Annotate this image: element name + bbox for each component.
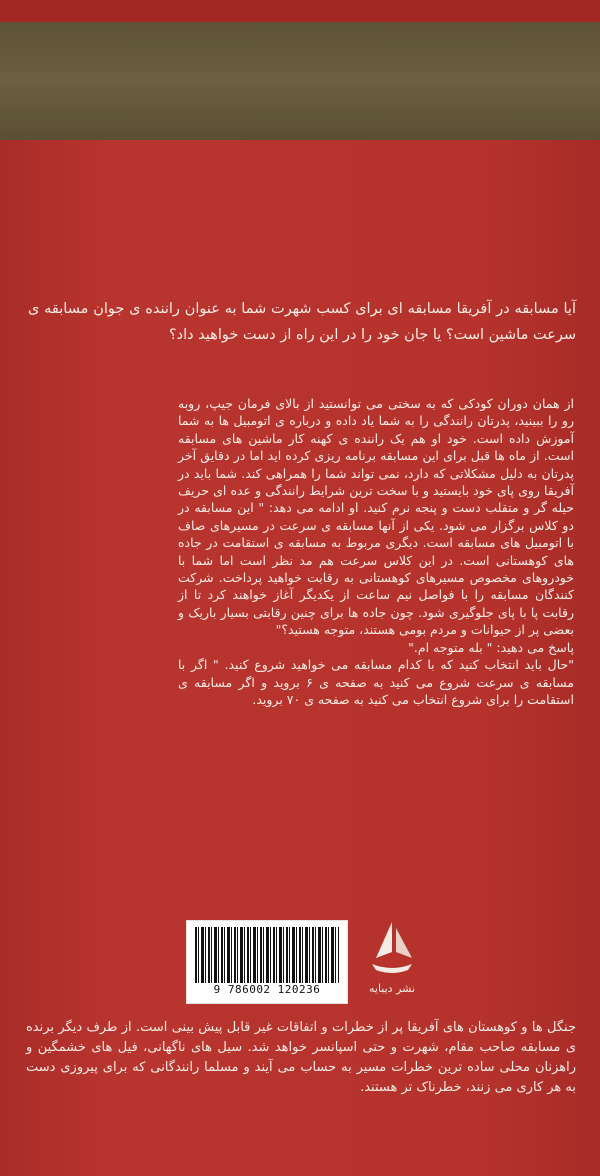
olive-band bbox=[0, 22, 600, 140]
barcode-bars bbox=[195, 927, 339, 983]
sail-logo-icon bbox=[362, 918, 422, 978]
story-text bbox=[178, 395, 574, 708]
publisher-name: نشر دیبایه bbox=[368, 982, 416, 995]
story-paragraph: "حال باید انتخاب کنید که با کدام مسابقه می خواهید شروع کنید. " اگر با مسابقه ی سرعت شروع می کنید به صفحه ی ۶ بروید و اگر مسابقه ی استقامت را برای شروع انتخاب می کنید به صفحه ی ۷۰ بروید. bbox=[178, 657, 575, 707]
top-edge-strip bbox=[0, 0, 600, 22]
story-paragraph: از همان دوران کودکی که به سختی می توانستید از بالای فرمان جیپ، روبه رو را ببینید، پدرتان رانندگی را به شما یاد داده و درباره ی اتومبیل ها به شما آموزش داده است. خود او هم یک راننده ی کهنه کار ماشین های مسابقه است. از ماه ها قبل برای این مسابقه برنامه ریزی کرده اید اما در دقایق آخر پدرتان به دلیل مشکلاتی که دارد، نمی تواند شما را همراهی کند. شما باید در آفریقا روی پای خود بایستید و با سخت ترین شرایط رانندگی و عده ای حریف حیله گر و متقلب دست و پنجه نرم کنید. او ادامه می دهد: " این مسابقه در دو کلاس برگزار می شود. یکی از آنها مسابقه ی سرعت در مسیرهای صاف با اتومبیل های مسابقه است. دیگری مربوط به مسابقه ی استقامت در جاده های کوهستانی است. در این کلاس سرعت هم مد نظر است اما شما با خودروهای مخصوص مسیرهای کوهستانی به رقابت خواهید پرداخت. شرکت کنندگان مسابقه را با فواصل نیم ساعت از یکدیگر آغاز خواهند کرد تا از رقابت پا با پای جلوگیری شود. چون جاده ها برای چنین رقابتی بسیار باریک و بعضی پر از حیوانات و مردم بومی هستند، متوجه هستید؟" bbox=[178, 396, 574, 638]
isbn-number: 9 786002 120236 bbox=[213, 983, 321, 996]
story-paragraph: پاسخ می دهید: " بله متوجه ام." bbox=[408, 639, 574, 655]
teaser-text: آیا مسابقه در آفریقا مسابقه ای برای کسب شهرت شما به عنوان راننده ی جوان مسابقه ی سرعت ماشین است؟ یا جان خود را در این راه از دست خواهید داد؟ bbox=[28, 301, 576, 343]
barcode bbox=[186, 920, 348, 1004]
footer-blurb: جنگل ها و کوهستان های آفریقا پر از خطرات و اتفاقات غیر قابل پیش بینی است. از طرف دیگر برنده ی مسابقه صاحب مقام، شهرت و حتی اسپانسر خواهد شد. سیل های ناگهانی، فیل های خشمگین و راهزنان محلی ساده ترین خطرات مسیر به حساب می آیند و مسلما رانندگانی که برای پیروزی دست به هر کاری می زنند، خطرناک تر هستند. bbox=[26, 1020, 576, 1095]
